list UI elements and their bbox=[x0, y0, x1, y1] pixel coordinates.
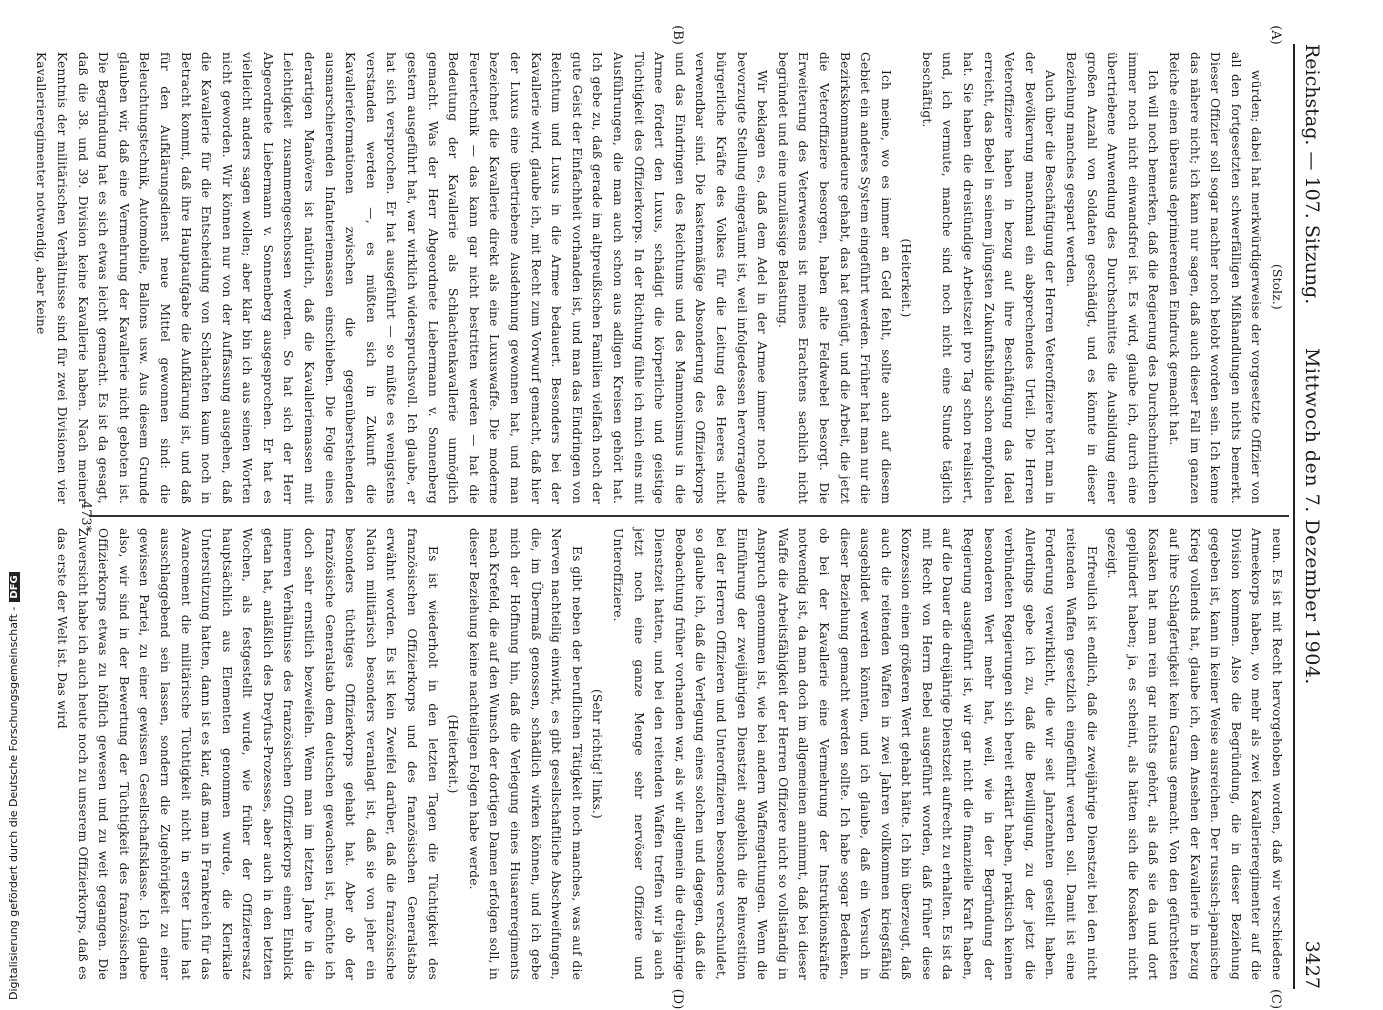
left-paragraph-1: würden; dabei hat merkwürdigerweise der vorgesetzte Offizier von all den fortgesetzten schwerfälligen Mißhandlungen nichts bemerkt. Dieser Offizier soll sogar nachher noch belobt worden sein. Ich kenne das nähere nicht; ich kann nur sagen, daß auch dieser Fall im ganzen Reiche einen überaus deprimierenden Eindruck gemacht hat. bbox=[1167, 52, 1264, 504]
right-paragraph-3: Es gibt neben der beruflichen Tätigkeit noch manches, was auf die Nerven nachteilig einwirkt, es gibt gesellschaftliche Abschweifungen, die, im Übermaß genossen, schädlich wirken können, und ich gebe mich der Hoffnung hin, daß die Verlegung eines Husarenregiments nach Krefeld, die auf den Wunsch der dortigen Damen erfolgen soll, in dieser Beziehung keine nachteiligen Folgen habe werde. bbox=[466, 528, 584, 980]
margin-marker-d: (D) bbox=[670, 988, 685, 1010]
speaker-name: (Stolz.) bbox=[1270, 264, 1284, 310]
digitization-note bbox=[7, 572, 20, 1000]
page-header bbox=[1297, 44, 1325, 989]
left-paragraph-2: Ich will noch bemerken, daß die Regierung des Durchschnittlichen immer noch nicht einwandsfrei ist. Es wird, glaube ich, durch eine übertriebene Anwendung des Durchschnittes die Ausbildung einer großen Anzahl von Soldaten geschädigt, und es könnte in dieser Beziehung manches gespart werden. bbox=[1064, 52, 1161, 504]
margin-marker-b: (B) bbox=[670, 25, 685, 45]
left-column bbox=[34, 52, 1287, 504]
right-column bbox=[54, 528, 1287, 980]
rotated-page bbox=[34, 25, 1325, 1010]
header-rule bbox=[1293, 44, 1295, 989]
left-paragraph-3: Auch über die Beschäftigung der Herren Veteroffiziere hört man in der Bevölkerung manchmal ein absprechendes Urteil. Die Herren Veteroffiziere haben in bezug auf ihre Beschäftigung das Ideal erreicht, das Bebel in seinem jüngsten Zukunftsbilde schon empfohlen hat. Sie haben die dreistündige Arbeitszeit pro Tag schon realisiert, und, ich vermute, manche sind noch nicht eine Stunde täglich beschäftigt. bbox=[919, 52, 1058, 504]
header-center-title: Mittwoch den 7. Dezember 1904. bbox=[1301, 348, 1323, 685]
sheet-signature: 473* bbox=[78, 500, 93, 533]
dfg-logo-icon: DFG bbox=[9, 572, 20, 601]
digitization-note-text: Digitalisierung gefördert durch die Deutsche Forschungsgemeinschaft - bbox=[7, 606, 20, 1000]
right-interjection-applause: (Sehr richtig! links.) bbox=[590, 689, 605, 819]
left-paragraph-4: Ich meine, wo es immer an Geld fehlt, sollte auch auf diesem Gebiet ein anderes System eingeführt werden. Früher hat man nur die Bezirkskommandeure gehabt, das hat genügt, und die Arbeit, die jetzt die Veteroffiziere besorgen, haben alte Feldwebel besorgt. Die Erweiterung des Veterwesens ist meines Erachtens sachlich nicht begründet und eine unzulässige Belastung. bbox=[775, 52, 893, 504]
header-left-title: Reichstag. — 107. Sitzung. bbox=[1301, 44, 1323, 305]
margin-marker-c: (C) bbox=[1268, 988, 1283, 1010]
column-divider bbox=[89, 515, 1289, 517]
right-interjection-laughter: (Heiterkeit.) bbox=[446, 714, 461, 794]
right-paragraph-1: neun. Es ist mit Recht hervorgehoben worden, daß wir verschiedene Armeekorps haben, wo mehr als zwei Kavallerieregimenter auf die Division kommen. Also die Begründung, die in dieser Beziehung gegeben ist, kann in keiner Weise ausreichen. Der russisch-japanische Krieg vollends hat, glaube ich, dem Ansehen der Kavallerie in bezug auf ihre Schlagfertigkeit kein Garaus gemacht. Von den gefürchteten Kosaken hat man rein gar nichts gehört, als daß sie da und dort geplündert haben; ja, es scheint, als hätten sich die Kosaken nicht gezeigt. bbox=[1105, 528, 1284, 980]
right-paragraph-2: Erfreulich ist endlich, daß die zweijährige Dienstzeit bei den nicht reitenden Waffen gesetzlich eingeführt werden soll. Damit ist eine Forderung verwirklicht, die wir seit Jahrzehnten gestellt haben. Allerdings gebe ich zu, daß die Bewilligung, zu der jetzt die verbündeten Regierungen sich bereit erklärt haben, praktisch keinen besonderen Wert mehr hat, weil, wie in der Begründung der Regierung ausgeführt ist, wir gar nicht die finanzielle Kraft haben, auf die Dauer die dreijährige Dienstzeit aufrecht zu erhalten. Es ist da mit Recht von Herrn Bebel ausgeführt worden, daß früher diese Konzession einen größeren Wert gehabt hätte. Ich bin überzeugt, daß auch die reitenden Waffen in zwei Jahren vollkommen kriegsfähig ausgebildet werden könnten, und ich glaube, daß ein Versuch in dieser Beziehung gemacht werden sollte. Ich habe sogar Bedenken, ob bei der Kavallerie eine Vermehrung der Instruktionskräfte notwendig ist, da man doch im allgemeinen annimmt, daß bei dieser Waffe die Arbeitsfähigkeit der Herren Offiziere nicht so vollständig in Anspruch genommen ist, wie bei andern Waffengattungen. Wenn die Einführung der zweijährigen Dienstzeit angeblich die Reinvestition bei der Herren Offizieren und Unteroffizieren besonders verschuldet, so glaube ich, daß die Verlegung eines solchen und dagegen, daß die Beobachtung früher vorhanden war, als wir allgemein die dreijährige Dienstzeit hatten, und bei den reitenden Waffen treffen wir ja auch jetzt noch eine ganze Menge sehr nervöser Offiziere und Unteroffiziere. bbox=[611, 528, 1099, 980]
right-paragraph-4: Es ist wiederholt in den letzten Tagen die Tüchtigkeit des französischen Offizierkorps und des französischen Generalstabs erwähnt worden. Es ist kein Zweifel darüber, daß die französische Nation militärisch besonders veranlagt ist, daß sie von jeher ein besonders tüchtiges Offizierkorps gehabt hat. Aber ob der französische Generalstab dem deutschen gewachsen ist, möchte ich doch sehr ernstlich bezweifeln. Wenn man im letzten Jahre in die inneren Verhältnisse des französischen Offizierkorps einen Einblick getan hat, anläßlich des Dreyfus-Prozesses, aber auch in den letzten Wochen, als festgestellt wurde, wie früher der Offizierersatz hauptsächlich aus Elementen genommen wurde, die Klerikale Unterstützung hatten, dann ist es klar, daß man in Frankreich für das Avancement die militärische Tüchtigkeit nicht in erster Linie hat ausschlaggebend sein lassen, sondern die Zugehörigkeit zu einer gewissen Partei, zu einer gewissen Gesellschaftsklasse. Ich glaube also, wir sind in der Bewertung der Tüchtigkeit des französischen Offizierkorps etwas zu höflich gewesen und zu weit gegangen. Die Zuversicht habe ich auch heute noch zu unserem Offizierkorps, daß es das erste der Welt ist. Das wird bbox=[54, 528, 440, 980]
left-interjection-laughter: (Heiterkeit.) bbox=[899, 238, 914, 318]
left-paragraph-5: Wir beklagen es, daß dem Adel in der Armee immer noch eine bevorzugte Stellung eingeräumt ist, weil infolgedessen hervorragende bürgerliche Kräfte des Volkes für die Leitung des Heeres nicht verwendbar sind. Die kastenmäßige Absonderung des Offizierkorps und das Eindringen des Reichtums und des Mammonismus in die Armee fördert den Luxus, schädigt die körperliche und geistige Tüchtigkeit des Offizierkorps. In der Richtung fühle ich mich eins mit Ausführungen, die man auch schon aus adligen Kreisen gehört hat. Ich gebe zu, daß gerade im altpreußischen Familien vielfach noch der gute Geist der Einfachheit vorhanden ist, und man das Eindringen von Reichtum und Luxus in die Armee bedauert. Besonders bei der Kavallerie wird, glaube ich, mit Recht zum Vorwurf gemacht, daß hier der Luxus eine übertriebene Ausdehnung gewonnen hat, und man bezeichnet die Kavallerie direkt als eine Luxuswaffe. Die moderne Feuertechnik — das kann gar nicht bestritten werden — hat die Bedeutung der Kavallerie als Schlachtenkavallerie unmöglich gemacht. Was der Herr Abgeordnete Liebermann v. Sonnenberg gestern ausgeführt hat, war wirklich widerspruchsvoll. Ich glaube, er hat sich versprochen. Er hat ausgeführt — so müßte es wenigstens verstanden werden —, es müßten sich in Zukunft die Kavallerieformationen zwischen die gegenüberstehenden ausmarschierenden Infanteriemassen einschieben. Die Folge eines derartigen Manövers ist natürlich, daß die Kavalleriemassen mit Leichtigkeit zusammengeschossen werden. So hat sich der Herr Abgeordnete Liebermann v. Sonnenberg ausgesprochen. Er hat es vielleicht anders sagen wollen; aber klar bin ich aus seinen Worten nicht geworden. Wir können nur von der Auffassung ausgehen, daß die Kavallerie für die Entscheidung von Schlachten kaum noch in Betracht kommt, daß ihre Hauptaufgabe die Aufklärung ist, und daß für den Aufklärungsdienst neue Mittel gewonnen sind: die Beleuchtungstechnik, Automobile, Ballons usw. Aus diesem Grunde glauben wir, daß eine Vermehrung der Kavallerie nicht geboten ist. Die Begründung hat es sich etwas leicht gemacht. Es ist da gesagt, daß die 38. und 39. Division keine Kavallerie haben. Nach meiner Kenntnis der militärischen Verhältnisse sind für zwei Divisionen vier Kavallerieregimenter notwendig, aber keine bbox=[34, 52, 770, 504]
margin-marker-a: (A) bbox=[1268, 25, 1283, 45]
page-number: 3427 bbox=[1301, 940, 1323, 989]
